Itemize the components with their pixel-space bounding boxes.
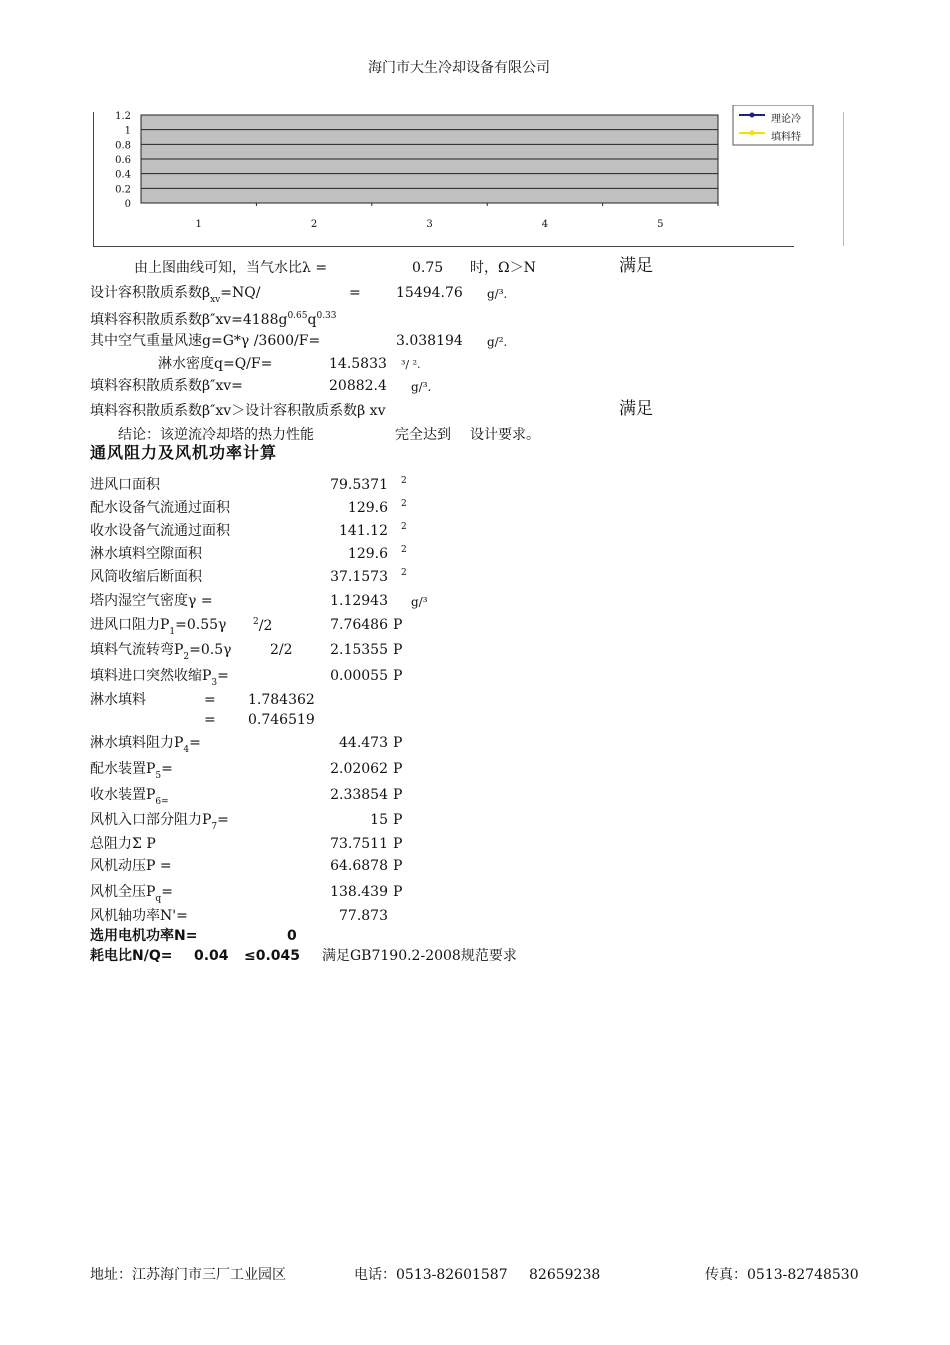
row-unit: g/³ <box>411 595 428 609</box>
row-label: 风机动压P = <box>90 858 172 874</box>
ratio-limit: ≤0.045 <box>244 948 301 964</box>
fill-eq-1: = <box>204 692 216 708</box>
row-extra: $^2$/2 <box>253 617 273 634</box>
compare-label: 填料容积散质系数β″xv＞设计容积散质系数β xv <box>90 403 386 419</box>
fill-eq-2: = <box>204 712 216 728</box>
fill-coef-unit: g/³. <box>411 380 432 394</box>
water-density-label: 淋水密度q=Q/F= <box>158 356 273 372</box>
x-tick-label: 2 <box>310 219 318 230</box>
row-extra: 2/2 <box>270 642 293 658</box>
row-value: 141.12 <box>339 523 388 539</box>
satisfied-2: 满足 <box>619 399 653 419</box>
row-unit: P <box>393 761 403 777</box>
row-label: 风机入口部分阻力$P_7=$ <box>90 812 229 832</box>
company-header: 海门市大生冷却设备有限公司 <box>368 60 550 76</box>
air-speed-label: 其中空气重量风速g=G*γ /3600/F= <box>90 333 321 349</box>
air-water-ratio-value: 0.75 <box>412 260 444 276</box>
row-value: 37.1573 <box>330 569 388 585</box>
row-value: 2.15355 <box>330 642 388 658</box>
final-conclusion-tail: 设计要求。 <box>470 427 540 443</box>
row-value: 44.473 <box>339 735 388 751</box>
row-unit: 2 <box>401 476 407 486</box>
row-unit: P <box>393 884 403 900</box>
row-unit: P <box>393 858 403 874</box>
y-tick-label: 1 <box>124 125 131 137</box>
fill-value-2: 0.746519 <box>248 712 315 728</box>
row-label: 塔内湿空气密度γ = <box>90 593 213 609</box>
x-tick-label: 4 <box>541 219 549 230</box>
x-tick-label: 1 <box>195 219 202 230</box>
design-coef-eq: = <box>349 285 361 301</box>
row-label: 淋水填料空隙面积 <box>90 546 202 562</box>
footer-phone-2: 82659238 <box>529 1267 601 1283</box>
row-label: 进风口阻力$P_1=0.55\gamma$ <box>90 617 227 637</box>
row-unit: 2 <box>401 545 407 555</box>
row-value: 2.33854 <box>330 787 388 803</box>
row-value: 129.6 <box>347 500 388 516</box>
row-label: 进风口面积 <box>90 477 160 493</box>
fill-coef-value: 20882.4 <box>329 378 387 394</box>
final-conclusion-mid: 完全达到 <box>395 427 451 443</box>
row-value: 0.00055 <box>330 668 388 684</box>
row-unit: P <box>393 735 403 751</box>
fill-coef-label: 填料容积散质系数β″xv= <box>90 378 243 394</box>
motor-power-label: 选用电机功率N= <box>90 928 198 944</box>
row-value: 1.12943 <box>330 593 388 609</box>
y-tick-label: 0.8 <box>115 140 131 152</box>
fill-value-1: 1.784362 <box>248 692 315 708</box>
row-label: 总阻力Σ P <box>90 836 156 852</box>
row-value: 7.76486 <box>330 617 388 633</box>
conclusion-text: 由上图曲线可知，当气水比λ = <box>134 260 328 276</box>
water-density-unit: ³/ ². <box>401 358 421 371</box>
y-tick-label: 1.2 <box>115 111 131 122</box>
x-tick-label: 5 <box>657 219 664 230</box>
row-label: 收水装置$P_{6=}$ <box>90 787 169 807</box>
row-value: 79.5371 <box>330 477 388 493</box>
row-value: 77.873 <box>339 908 388 924</box>
y-tick-label: 0 <box>124 199 131 210</box>
row-value: 73.7511 <box>330 836 388 852</box>
row-unit: P <box>393 836 403 852</box>
cell-border <box>843 112 844 246</box>
footer-address: 地址：江苏海门市三厂工业园区 <box>90 1267 286 1283</box>
row-label: 风机轴功率N'= <box>90 908 188 924</box>
cooling-curve-chart <box>95 105 815 240</box>
legend-marker <box>750 131 755 136</box>
final-conclusion-label: 结论：该逆流冷却塔的热力性能 <box>118 427 314 443</box>
x-tick-label: 3 <box>426 219 433 230</box>
satisfied-1: 满足 <box>619 256 653 276</box>
row-value: 2.02062 <box>330 761 388 777</box>
row-label: 淋水填料阻力$P_4=$ <box>90 735 201 755</box>
legend-label: 理论冷 <box>771 114 801 125</box>
row-label: 风机全压$P_q=$ <box>90 884 173 904</box>
row-label: 收水设备气流通过面积 <box>90 523 230 539</box>
conclusion-tail: 时，Ω＞N <box>470 260 536 276</box>
design-coef-value: 15494.76 <box>396 285 463 301</box>
legend-marker <box>750 113 755 118</box>
motor-power-value: 0 <box>287 928 297 944</box>
design-coef-unit: g/³. <box>487 287 508 301</box>
footer-phone: 电话：0513-82601587 <box>354 1267 508 1283</box>
row-value: 138.439 <box>330 884 388 900</box>
row-label: 填料气流转弯$P_2=0.5\gamma$ <box>90 642 232 662</box>
row-label: 配水设备气流通过面积 <box>90 500 230 516</box>
row-unit: P <box>393 617 403 633</box>
footer-fax: 传真：0513-82748530 <box>705 1267 859 1283</box>
ratio-label: 耗电比N/Q= <box>90 948 173 964</box>
air-speed-value: 3.038194 <box>396 333 463 349</box>
row-unit: P <box>393 642 403 658</box>
ratio-value: 0.04 <box>194 948 229 964</box>
row-label: 配水装置$P_5=$ <box>90 761 173 781</box>
row-value: 15 <box>370 812 388 828</box>
row-unit: P <box>393 668 403 684</box>
fill-coef-formula: 填料容积散质系数$\beta''xv=4188g^{0.65}q^{0.33}$ <box>90 311 337 328</box>
row-label: 填料进口突然收缩$P_3=$ <box>90 668 229 688</box>
air-speed-unit: g/². <box>487 335 508 349</box>
row-unit: P <box>393 812 403 828</box>
row-value: 64.6878 <box>330 858 388 874</box>
y-tick-label: 0.2 <box>115 184 131 196</box>
legend-label: 填料特 <box>771 132 801 143</box>
row-value: 129.6 <box>347 546 388 562</box>
row-unit: 2 <box>401 522 407 532</box>
row-unit: 2 <box>401 568 407 578</box>
row-unit: P <box>393 787 403 803</box>
y-tick-label: 0.4 <box>115 169 131 181</box>
section-title: 通风阻力及风机功率计算 <box>90 443 278 462</box>
design-coef-label: 设计容积散质系数$\beta_{xv}=NQ/$ <box>90 285 261 305</box>
ratio-note: 满足GB7190.2-2008规范要求 <box>322 948 517 964</box>
row-unit: 2 <box>401 499 407 509</box>
water-density-value: 14.5833 <box>329 356 387 372</box>
row-label: 风筒收缩后断面积 <box>90 569 202 585</box>
y-tick-label: 0.6 <box>115 155 131 166</box>
fill-label: 淋水填料 <box>90 692 146 708</box>
